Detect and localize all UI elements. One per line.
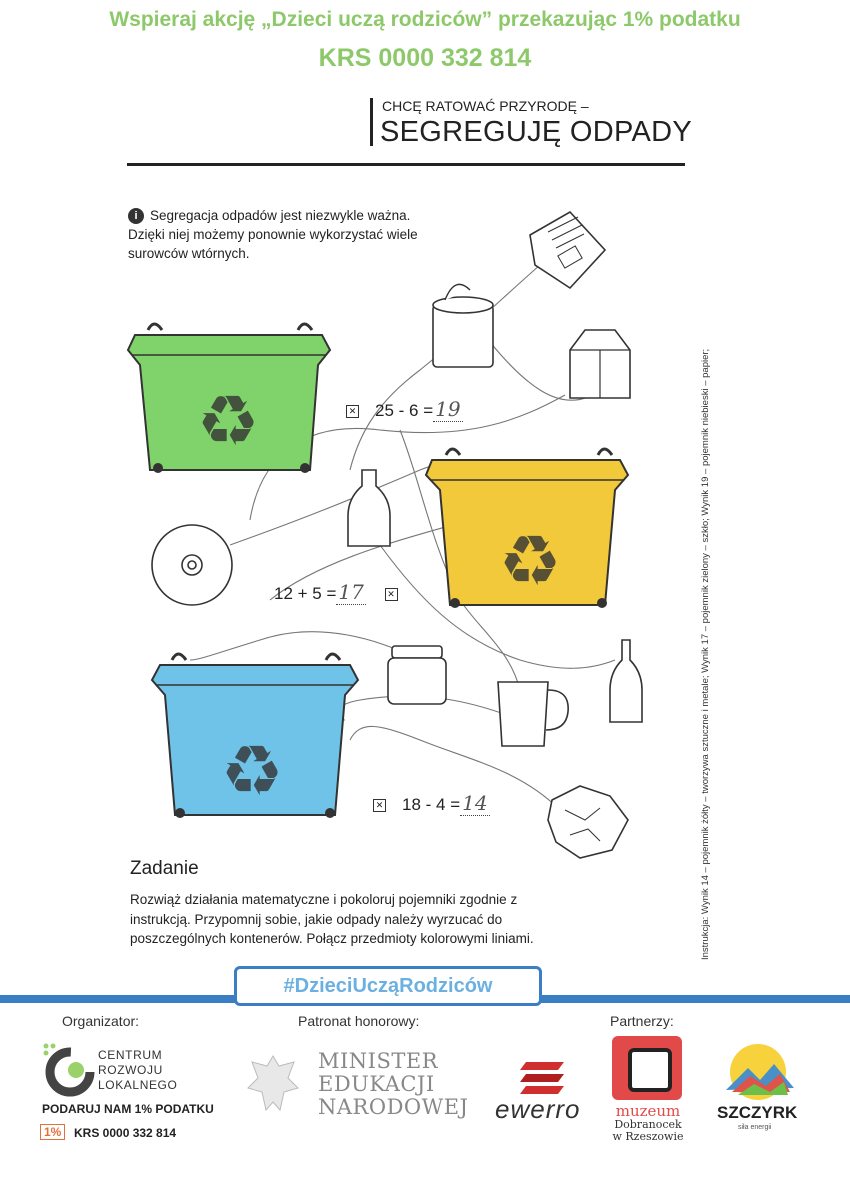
partners-label: Partnerzy: [610,1013,674,1029]
instruction-vertical: Instrukcja: Wynik 14 – pojemnik żółty – tworzywa sztuczne i metale; Wynik 17 – pojemnik zielony – szkło; Wynik 19 – pojemnik niebieski – papier; [700,348,711,960]
milk-carton-item [570,330,630,398]
krs-footer: KRS 0000 332 814 [74,1126,177,1140]
museum-line-2: Dobranocek [614,1118,682,1131]
minister-name [318,1050,468,1119]
mug-item [498,682,568,746]
equation-2-expr: 12 + 5 = [274,584,337,603]
green-bin [128,324,330,473]
crl-line-1: CENTRUM [98,1048,163,1062]
patron-label: Patronat honorowy: [298,1013,420,1029]
equation-1-answer: 19 [435,397,461,421]
checkbox-icon: ✕ [373,799,386,812]
one-percent-badge: 1% [40,1124,65,1140]
crl-name [98,1048,177,1093]
eagle-emblem-icon [244,1048,302,1118]
museum-logo-icon [612,1036,682,1100]
checkbox-icon: ✕ [385,588,398,601]
newspaper-item [530,212,605,288]
equation-3 [373,791,490,815]
info-icon: i [128,208,144,224]
crl-logo-icon [40,1040,100,1100]
crl-line-2: ROZWOJU [98,1063,163,1077]
banner-line-1: Wspieraj akcję „Dzieci uczą rodziców” przekazując 1% podatku [109,8,741,31]
svg-text:♻: ♻ [220,730,284,812]
svg-text:♻: ♻ [196,380,260,462]
info-text: Segregacja odpadów jest niezwykle ważna. Dzięki niej możemy ponownie wykorzystać wiele surowców wtórnych. [128,208,418,261]
cd-item [152,525,232,605]
equation-2-answer: 17 [338,580,364,604]
szczyrk-logo-icon [718,1040,798,1100]
museum-name [612,1104,684,1143]
minister-line-3: NARODOWEJ [318,1095,469,1119]
equation-2 [274,580,398,604]
museum-line-3: w Rzeszowie [612,1130,684,1143]
plastic-bottle-item [348,470,390,546]
jar-item [388,646,446,704]
yellow-bin [426,449,628,608]
ewerro-name: ewerro [495,1094,581,1124]
equation-1-expr: 25 - 6 = [375,401,434,420]
hashtag-banner: #DzieciUcząRodziców [234,966,542,1006]
task-title: Zadanie [130,858,199,879]
szczyrk-name: SZCZYRK [717,1103,798,1122]
szczyrk-tagline: siła energii [738,1124,772,1131]
equation-1 [346,397,463,421]
can-item [433,284,493,367]
connect-line [190,632,420,660]
minister-line-2: EDUKACJI [318,1072,435,1096]
glass-bottle-item [610,640,642,722]
equation-3-answer: 14 [462,791,488,815]
ewerro-logo-icon [520,1058,568,1094]
checkbox-icon: ✕ [346,405,359,418]
organizer-label: Organizator: [62,1013,140,1029]
task-text: Rozwiąż działania matematyczne i pokoloruj pojemniki zgodnie z instrukcją. Przypomnij sobie, jakie odpady należy wyrzucać do poszczególnych kontenerów. Połącz przedmioty kolorowymi liniami. [130,892,534,946]
crl-line-3: LOKALNEGO [98,1078,178,1092]
crumpled-paper-item [548,786,628,858]
museum-line-1: muzeum [615,1102,681,1120]
worksheet-title: SEGREGUJĘ ODPADY [380,116,693,148]
svg-text:♻: ♻ [498,520,562,602]
banner-krs: KRS 0000 332 814 [318,44,532,72]
donate-text: PODARUJ NAM 1% PODATKU [42,1102,214,1116]
minister-line-1: MINISTER [318,1049,439,1073]
worksheet-subtitle: CHCĘ RATOWAĆ PRZYRODĘ – [382,98,589,114]
equation-3-expr: 18 - 4 = [402,795,461,814]
blue-bin [152,654,358,818]
